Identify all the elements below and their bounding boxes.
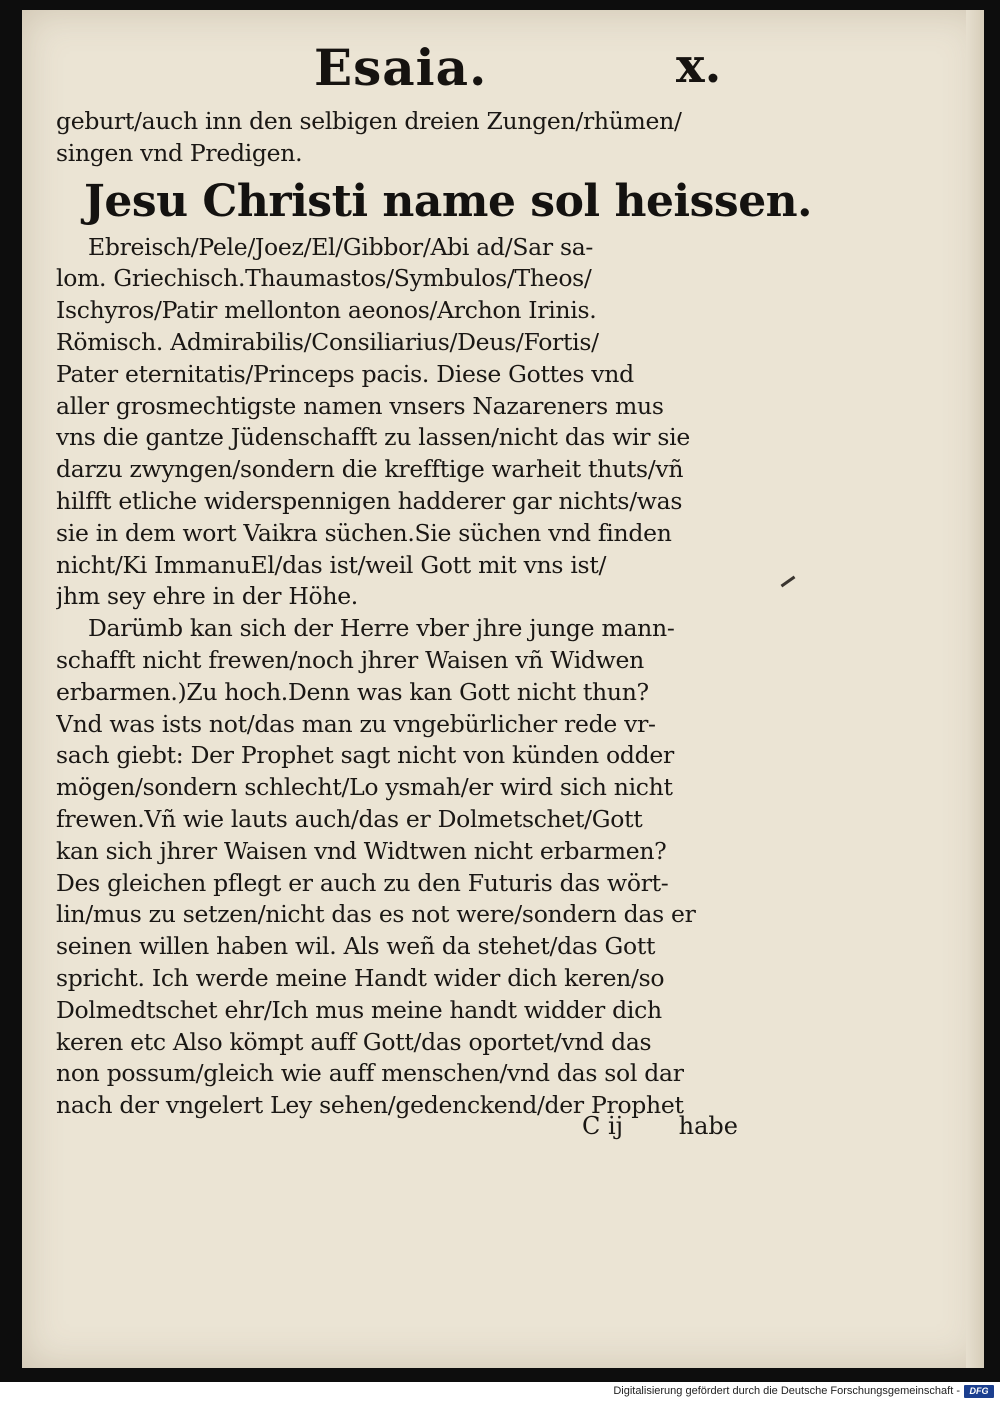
text-line: keren etc Also kömpt auff Gott/das oportet/vnd das <box>56 1027 652 1056</box>
page-title: Esaia. <box>314 38 488 97</box>
text-line: schafft nicht frewen/noch jhrer Waisen vñ Widwen <box>56 645 644 674</box>
text-line: seinen willen haben wil. Als weñ da stehet/das Gott <box>56 932 656 961</box>
folio-number: x. <box>676 38 722 94</box>
ink-mark <box>781 576 796 588</box>
text-line: Römisch. Admirabilis/Consiliarius/Deus/Fortis/ <box>56 327 599 356</box>
text-line: Des gleichen pflegt er auch zu den Futuris das wört- <box>56 868 669 897</box>
text-line: Vnd was ists not/das man zu vngebürlicher rede vr- <box>56 709 656 738</box>
catch-row <box>56 1112 738 1146</box>
text-line: spricht. Ich werde meine Handt wider dich keren/so <box>56 963 665 992</box>
funding-credit: Digitalisierung gefördert durch die Deutsche Forschungsgemeinschaft - <box>613 1385 960 1397</box>
text-line: vns die gantze Jüdenschafft zu lassen/nicht das wir sie <box>56 423 690 452</box>
footer-bar <box>0 1382 1000 1402</box>
text-line: aller grosmechtigste namen vnsers Nazareners mus <box>56 391 664 420</box>
text-line: jhm sey ehre in der Höhe. <box>56 582 358 611</box>
text-line: Ischyros/Patir mellonton aeonos/Archon Irinis. <box>56 296 597 325</box>
page-sheet <box>22 10 984 1368</box>
text-line: sach giebt: Der Prophet sagt nicht von künden odder <box>56 741 674 770</box>
running-head <box>22 32 984 112</box>
text-line: darzu zwyngen/sondern die krefftige warheit thuts/vñ <box>56 455 684 484</box>
text-line: nicht/Ki ImmanuEl/das ist/weil Gott mit vns ist/ <box>56 550 607 579</box>
text-line: Ebreisch/Pele/Joez/El/Gibbor/Abi ad/Sar sa- <box>88 232 594 261</box>
signature-mark: C ij <box>582 1112 624 1140</box>
text-line: lin/mus zu setzen/nicht das es not were/sondern das er <box>56 900 696 929</box>
text-line: non possum/gleich wie auff menschen/vnd das sol dar <box>56 1059 684 1088</box>
text-line: nach der vngelert Ley sehen/gedenckend/der Prophet <box>56 1091 684 1120</box>
text-line: frewen.Vñ wie lauts auch/das er Dolmetschet/Gott <box>56 804 643 833</box>
dfg-logo-icon: DFG <box>964 1385 994 1398</box>
text-line: kan sich jhrer Waisen vnd Widtwen nicht erbarmen? <box>56 836 667 865</box>
text-line: mögen/sondern schlecht/Lo ysmah/er wird sich nicht <box>56 773 673 802</box>
text-line: Darümb kan sich der Herre vber jhre junge mann- <box>88 614 675 643</box>
page-edge <box>966 10 984 1368</box>
catchword: habe <box>678 1112 738 1140</box>
text-block <box>56 106 812 1122</box>
text-line: geburt/auch inn den selbigen dreien Zungen/rhümen/ <box>56 107 682 135</box>
section-heading: Jesu Christi name sol heissen. <box>84 175 812 227</box>
text-line: hilfft etliche widerspennigen hadderer gar nichts/was <box>56 486 683 515</box>
text-line: Dolmedtschet ehr/Ich mus meine handt widder dich <box>56 995 662 1024</box>
text-line: lom. Griechisch.Thaumastos/Symbulos/Theos/ <box>56 264 592 293</box>
text-line: sie in dem wort Vaikra süchen.Sie süchen vnd finden <box>56 518 672 547</box>
text-line: Pater eternitatis/Princeps pacis. Diese Gottes vnd <box>56 359 634 388</box>
text-line: singen vnd Predigen. <box>56 138 303 167</box>
text-line: erbarmen.)Zu hoch.Denn was kan Gott nicht thun? <box>56 677 649 706</box>
